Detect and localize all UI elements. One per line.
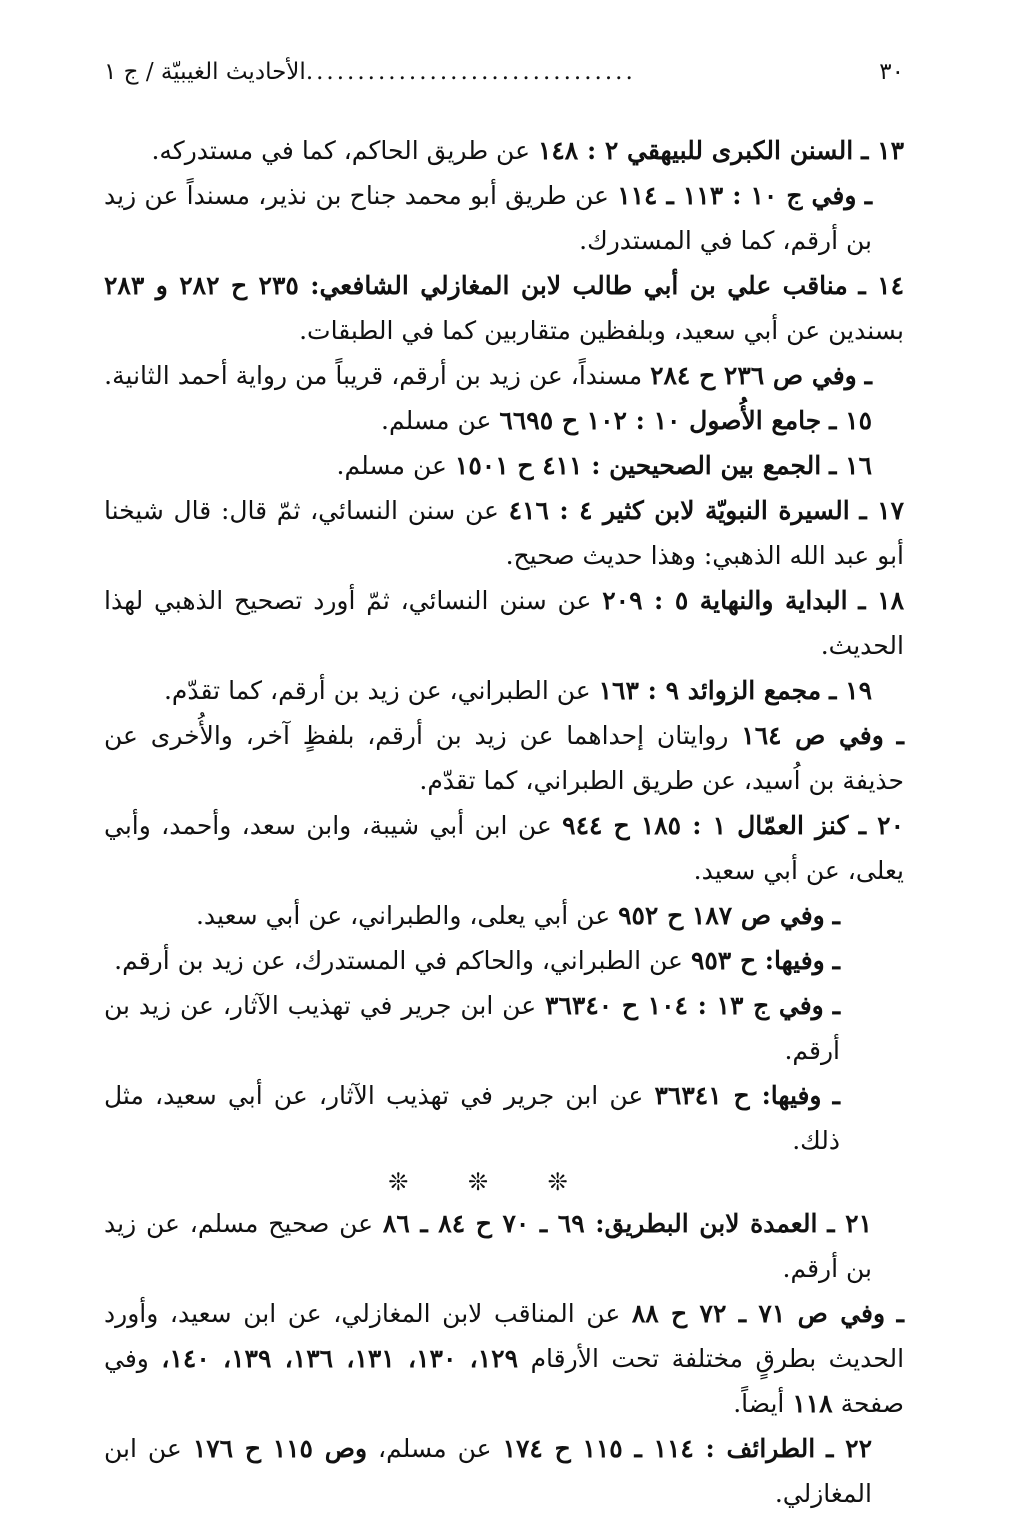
source-title: العمدة لابن البطريق: ٦٩ ـ ٧٠ ح ٨٤ ـ ٨٦ [382,1209,818,1238]
source-title: كنز العمّال ١ : ١٨٥ ح ٩٤٤ [562,811,849,840]
page-number: ٣٠ [879,59,904,85]
reference-entry [104,803,904,893]
source-title: مجمع الزوائد ٩ : ١٦٣ [598,676,822,705]
source-title: مناقب علي بن أبي طالب لابن المغازلي الشافعي: ٢٣٥ ح ٢٨٢ و ٢٨٣ [104,271,848,300]
entry-text: عن الطبراني، والحاكم في المستدرك، عن زيد بن أرقم. [114,946,691,975]
entry-number: ٢١ ـ [827,1209,873,1238]
source-title: وفيها: ح ٣٦٣٤١ [654,1081,822,1110]
entry-number: ١٤ ـ [858,271,905,300]
leader-dots: ................................ [305,59,636,85]
entry-dash: ـ [832,1081,840,1110]
entry-text: عن طريق أبو محمد جناح بن نذير، مسنداً عن زيد بن أرقم، كما في المستدرك. [104,181,872,255]
entry-text: عن المناقب لابن المغازلي، عن ابن سعيد، وأورد الحديث بطرقٍ مختلفة تحت الأرقام [104,1299,905,1373]
entry-text: روايتان إحداهما عن زيد بن أرقم، بلفظٍ آخر، والأُخرى عن حذيفة بن اُسيد، عن طريق الطبراني، كما تقدّم. [104,721,904,795]
entry-dash: ـ [864,181,873,210]
source-title: الطرائف : ١١٤ ـ ١١٥ ح ١٧٤ [502,1434,816,1463]
entry-number: ٢٠ ـ [858,811,905,840]
entry-text: عن ابن المغازلي. [104,1434,872,1508]
source-title: الجمع بين الصحيحين : ٤١١ ح ١٥٠١ [454,451,822,480]
source-title: البداية والنهاية ٥ : ٢٠٩ [602,586,848,615]
entry-dash: ـ [896,721,904,750]
source-title: وفي ص ١٨٧ ح ٩٥٢ [618,901,825,930]
reference-entry [104,1201,904,1291]
entry-text: عن مسلم. [381,406,500,435]
source-title: وفي ج ١٣ : ١٠٤ ح ٣٦٣٤٠ [545,991,824,1020]
running-header [104,54,904,94]
reference-subentry [104,1073,904,1163]
entry-dash: ـ [832,991,841,1020]
reference-subentry [104,353,904,398]
reference-subentry [104,893,904,938]
entry-text: عن سنن النسائي، ثمّ أورد تصحيح الذهبي لهذا الحديث. [104,586,904,660]
reference-subentry [104,983,904,1073]
entry-number: ١٧ ـ [859,496,905,525]
reference-entry [104,128,904,173]
entry-text: عن ابن جرير في تهذيب الآثار، عن زيد بن أرقم. [104,991,840,1065]
reference-list [104,128,904,1516]
entry-text: عن الطبراني، عن زيد بن أرقم، كما تقدّم. [163,676,599,705]
entry-text: عن طريق الحاكم، كما في مستدركه. [151,136,538,165]
source-title: السنن الكبرى للبيهقي ٢ : ١٤٨ [537,136,854,165]
source-title: وفي ص ٧١ ـ ٧٢ ح ٨٨ [631,1299,886,1328]
reference-entry [104,443,904,488]
section-separator: ❊ ❊ ❊ [388,1168,594,1196]
entry-text: أيضاً. [733,1389,793,1418]
entry-number: ١٣ ـ [861,136,904,165]
entry-text: مسنداً، عن زيد بن أرقم، قريباً من رواية أحمد الثانية. [104,361,651,390]
entry-text: عن سنن النسائي، ثمّ قال: قال شيخنا أبو عبد الله الذهبي: وهذا حديث صحيح. [104,496,904,570]
source-title: وفي ج ١٠ : ١١٣ ـ ١١٤ [617,181,857,210]
source-title: وفي ص ٢٣٦ ح ٢٨٤ [650,361,857,390]
source-title: وفي ص ١٦٤ [741,721,884,750]
entry-dash: ـ [832,946,840,975]
entry-text: عن مسلم. [336,451,455,480]
reference-entry [104,668,904,713]
entry-number: ١٨ ـ [858,586,905,615]
reference-entry [104,398,904,443]
entry-text: بسندين عن أبي سعيد، وبلفظين متقاربين كما في الطبقات. [299,316,904,345]
entry-text: وفي صفحة [104,1344,904,1418]
entry-dash: ـ [896,1299,904,1328]
entry-number: ١٥ ـ [829,406,872,435]
entry-text: عن أبي يعلى، والطبراني، عن أبي سعيد. [195,901,619,930]
entry-text: عن ابن أبي شيبة، وابن سعد، وأحمد، وأبي يعلى، عن أبي سعيد. [104,811,904,885]
entry-dash: ـ [864,361,872,390]
source-title: وص ١١٥ ح ١٧٦ [192,1434,368,1463]
source-title: السيرة النبويّة لابن كثير ٤ : ٤١٦ [508,496,850,525]
reference-numbers: ١٢٩، ١٣٠، ١٣١، ١٣٦، ١٣٩، ١٤٠، [161,1344,519,1373]
entry-text: عن صحيح مسلم، عن زيد بن أرقم. [104,1209,872,1283]
entry-text: عن ابن جرير في تهذيب الآثار، عن أبي سعيد، مثل ذلك. [104,1081,840,1155]
page-reference: ١١٨ [792,1389,833,1418]
reference-subentry [104,713,904,803]
reference-entry [104,488,904,578]
running-title: الأحاديث الغيبيّة / ج ١ [104,59,306,85]
entry-dash: ـ [832,901,840,930]
entry-text: عن مسلم، [367,1434,503,1463]
entry-number: ١٩ ـ [829,676,872,705]
reference-subentry [104,1291,904,1426]
reference-entry [104,1426,904,1516]
reference-entry [104,263,904,353]
entry-number: ١٦ ـ [829,451,872,480]
book-page [104,54,905,1508]
reference-subentry [104,938,904,983]
source-title: وفيها: ح ٩٥٣ [690,946,825,975]
reference-subentry [104,173,904,263]
entry-number: ٢٢ ـ [826,1434,873,1463]
source-title: جامع الأُصول ١٠ : ١٠٢ ح ٦٦٩٥ [499,406,822,435]
reference-entry [104,578,904,668]
